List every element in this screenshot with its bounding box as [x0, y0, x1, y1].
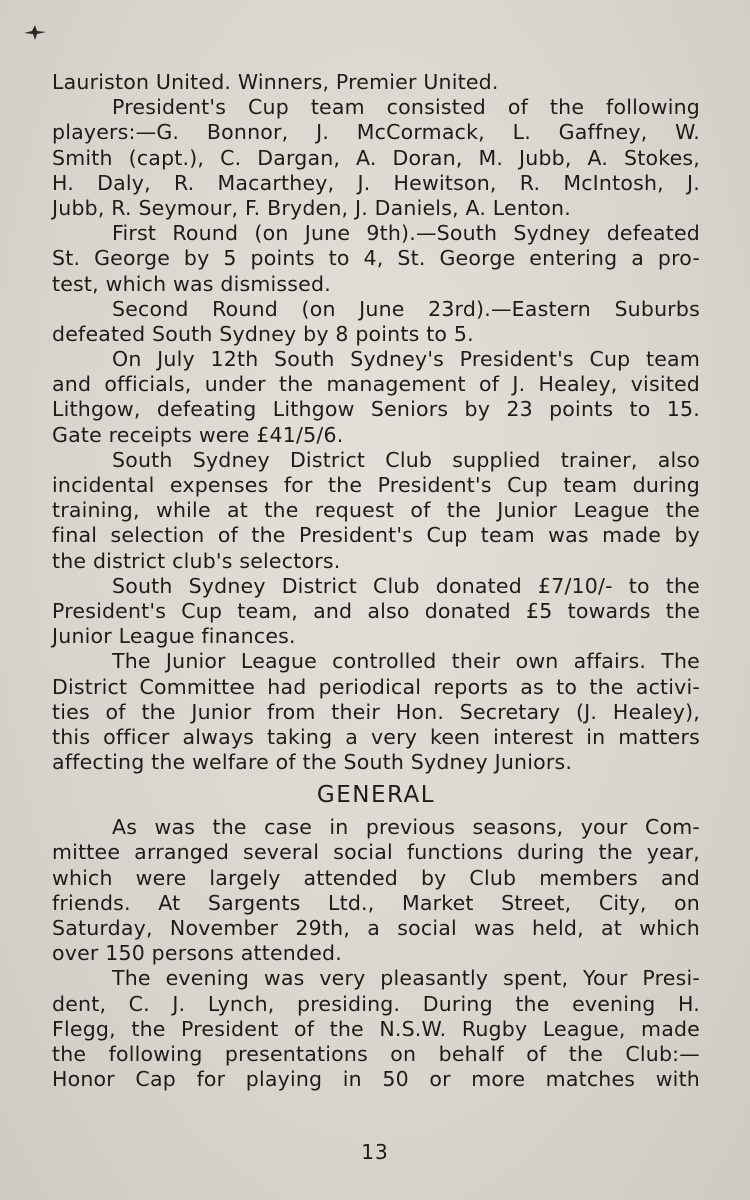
text-line: Flegg, the President of the N.S.W. Rugby League, made — [52, 1016, 700, 1041]
text-line: final selection of the President's Cup team was made by — [52, 523, 700, 548]
text-line: defeated South Sydney by 8 points to 5. — [52, 321, 474, 346]
text-line: President's Cup team consisted of the following — [112, 95, 700, 120]
text-line: the district club's selectors. — [52, 548, 341, 573]
text-line: On July 12th South Sydney's President's Cup team — [112, 347, 700, 372]
text-line: friends. At Sargents Ltd., Market Street, City, on — [52, 890, 700, 915]
text-line: Saturday, November 29th, a social was held, at which — [52, 916, 700, 940]
text-line: H. Daly, R. Macarthey, J. Hewitson, R. McIntosh, J. — [52, 170, 700, 195]
text-line: President's Cup team, and also donated £5 towards the — [52, 598, 700, 623]
page-number: 13 — [361, 1140, 389, 1164]
text-line: dent, C. J. Lynch, presiding. During the evening H. — [52, 991, 700, 1016]
corner-flourish-icon — [22, 22, 48, 42]
text-line: Lithgow, defeating Lithgow Seniors by 23 points to 15. — [52, 397, 700, 422]
text-line: mittee arranged several social functions during the year, — [52, 840, 700, 865]
text-line: Second Round (on June 23rd).—Eastern Suburbs — [112, 296, 700, 321]
text-line: and officials, under the management of J. Healey, visited — [52, 372, 700, 397]
text-line: training, while at the request of the Junior League the — [52, 498, 700, 523]
text-line: First Round (on June 9th).—South Sydney defeated — [112, 221, 700, 246]
text-line: which were largely attended by Club members and — [52, 865, 700, 890]
text-line: South Sydney District Club donated £7/10/- to the — [112, 573, 700, 598]
text-line: St. George by 5 points to 4, St. George entering a pro- — [52, 246, 700, 271]
text-line: test, which was dismissed. — [52, 271, 331, 296]
text-line: affecting the welfare of the South Sydney Juniors. — [52, 750, 573, 775]
text-line: the following presentations on behalf of the Club:— — [52, 1041, 700, 1066]
text-line: incidental expenses for the President's Cup team during — [52, 473, 700, 497]
text-line: District Committee had periodical reports as to the activi- — [52, 674, 700, 699]
text-line: Jubb, R. Seymour, F. Bryden, J. Daniels, A. Lenton. — [52, 195, 571, 220]
text-line: ties of the Junior from their Hon. Secretary (J. Healey), — [52, 699, 700, 724]
text-line: Smith (capt.), C. Dargan, A. Doran, M. Jubb, A. Stokes, — [52, 145, 700, 170]
text-line: over 150 persons attended. — [52, 941, 342, 966]
text-line: Gate receipts were £41/5/6. — [52, 422, 344, 447]
page-body — [52, 70, 700, 1092]
text-line: South Sydney District Club supplied trainer, also — [112, 447, 700, 472]
text-line: players:—G. Bonnor, J. McCormack, L. Gaffney, W. — [52, 120, 700, 145]
text-line: Lauriston United. Winners, Premier United. — [52, 70, 499, 94]
text-line: Junior League finances. — [52, 624, 296, 649]
text-line: Honor Cap for playing in 50 or more matches with — [52, 1067, 700, 1092]
text-line: The evening was very pleasantly spent, Your Presi- — [112, 966, 700, 991]
text-line: this officer always taking a very keen interest in matters — [52, 724, 700, 749]
text-line: As was the case in previous seasons, your Com- — [112, 815, 700, 840]
section-heading: GENERAL — [316, 782, 436, 809]
text-line: The Junior League controlled their own affairs. The — [112, 649, 700, 674]
